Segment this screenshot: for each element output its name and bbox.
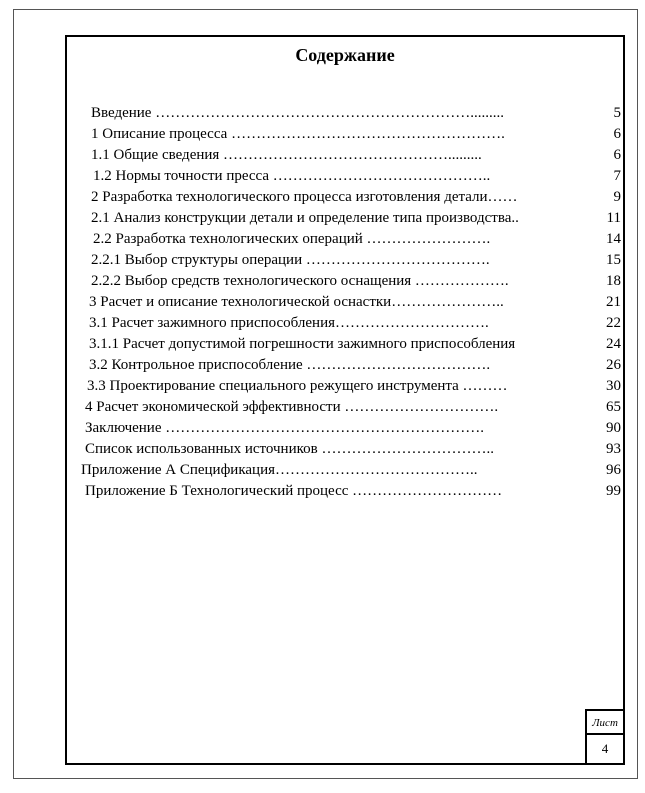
toc-entry-page: 14 [603, 229, 621, 250]
toc-entry-page: 99 [603, 481, 621, 502]
toc-entry-label: Список использованных источников …………………………….. [85, 441, 494, 457]
toc-entry-page: 30 [603, 376, 621, 397]
table-of-contents [81, 103, 621, 502]
toc-entry-label: Приложение А Спецификация………………………………….. [81, 462, 478, 478]
toc-entry [81, 187, 621, 208]
toc-entry-label: 3.1.1 Расчет допустимой погрешности зажимного приспособления [89, 336, 516, 352]
toc-entry [81, 103, 621, 124]
toc-entry-label: Введение ………………………………………………………......... [91, 105, 504, 121]
toc-entry-label: 3.3 Проектирование специального режущего инструмента ……… [87, 378, 508, 394]
toc-entry [81, 397, 621, 418]
toc-entry [81, 439, 621, 460]
toc-entry-label: 4 Расчет экономической эффективности …………………………. [85, 399, 499, 415]
toc-entry [81, 229, 621, 250]
toc-entry-page: 6 [611, 124, 622, 145]
toc-entry-label: 2.2.1 Выбор структуры операции ………………………………. [91, 252, 490, 268]
toc-entry-page: 93 [603, 439, 621, 460]
toc-entry [81, 460, 621, 481]
toc-entry-label: 3.1 Расчет зажимного приспособления…………………………. [89, 315, 489, 331]
document-frame [65, 35, 625, 765]
toc-entry [81, 166, 621, 187]
sheet-number: 4 [585, 733, 623, 763]
toc-entry-page: 6 [611, 145, 622, 166]
toc-entry [81, 250, 621, 271]
toc-entry [81, 124, 621, 145]
toc-entry-label: 1 Описание процесса ………………………………………………. [91, 126, 505, 142]
toc-entry-page: 9 [611, 187, 622, 208]
toc-entry [81, 145, 621, 166]
toc-entry-page: 15 [603, 250, 621, 271]
toc-entry-label: 2.1 Анализ конструкции детали и определение типа производства.. [91, 210, 519, 226]
toc-entry-page: 65 [603, 397, 621, 418]
toc-entry-label: 3 Расчет и описание технологической оснастки………………….. [89, 294, 504, 310]
toc-entry [81, 481, 621, 502]
toc-entry [81, 271, 621, 292]
page-title: Содержание [295, 45, 395, 65]
toc-entry [81, 313, 621, 334]
toc-entry-label: 2.2 Разработка технологических операций ……………………. [93, 231, 491, 247]
toc-entry-page: 11 [604, 208, 621, 229]
toc-entry-label: 1.1 Общие сведения ………………………………………......... [91, 147, 482, 163]
toc-entry-page: 90 [603, 418, 621, 439]
toc-entry-label: 2 Разработка технологического процесса изготовления детали…… [91, 189, 518, 205]
toc-entry-page: 26 [603, 355, 621, 376]
toc-entry [81, 334, 621, 355]
toc-entry [81, 418, 621, 439]
toc-entry-label: 3.2 Контрольное приспособление ………………………………. [89, 357, 491, 373]
toc-entry-page: 21 [603, 292, 621, 313]
toc-entry-label: Приложение Б Технологический процесс ………………………… [85, 483, 503, 499]
toc-entry-label: 1.2 Нормы точности пресса …………………………………….. [93, 168, 491, 184]
toc-entry [81, 355, 621, 376]
sheet-label: Лист [585, 709, 623, 735]
toc-entry [81, 292, 621, 313]
toc-entry [81, 376, 621, 397]
toc-entry [81, 208, 621, 229]
toc-entry-page: 5 [611, 103, 622, 124]
toc-entry-page: 18 [603, 271, 621, 292]
toc-entry-label: Заключение ………………………………………………………. [85, 420, 484, 436]
toc-entry-page: 22 [603, 313, 621, 334]
toc-entry-page: 24 [603, 334, 621, 355]
toc-entry-page: 7 [611, 166, 622, 187]
toc-entry-label: 2.2.2 Выбор средств технологического оснащения ………………. [91, 273, 509, 289]
toc-entry-page: 96 [603, 460, 621, 481]
